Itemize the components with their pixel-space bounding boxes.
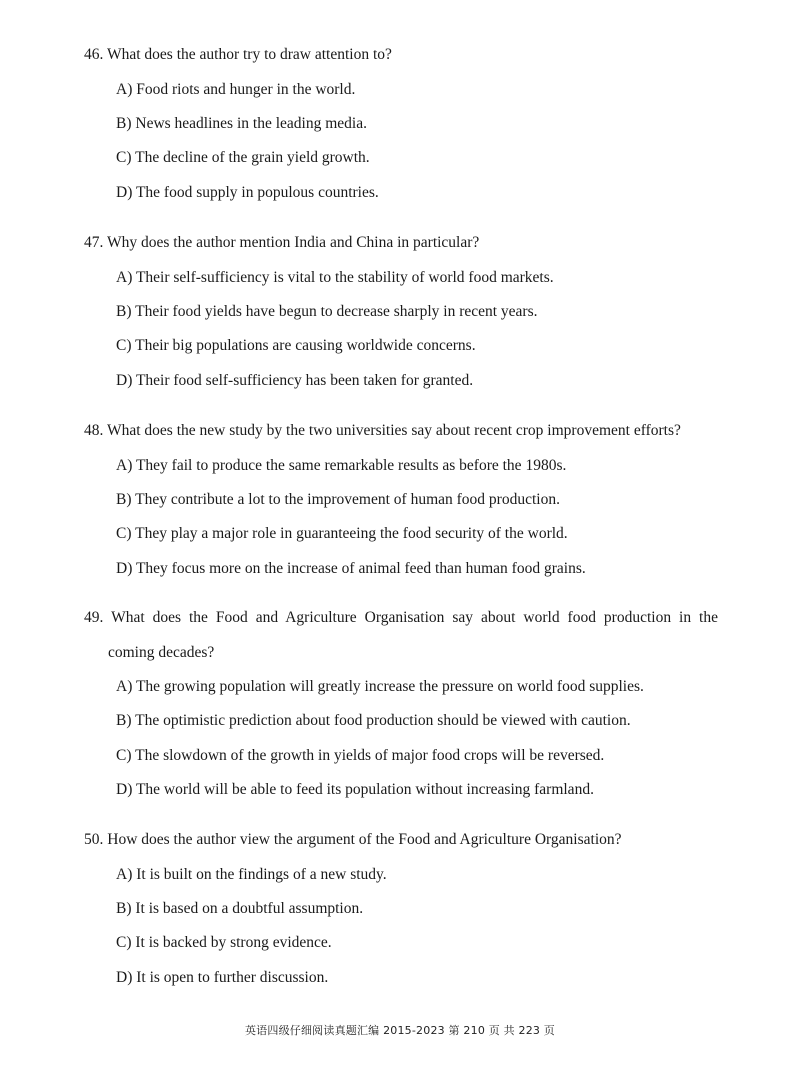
question-stem: 48. What does the new study by the two universities say about recent crop improvement efforts? [84, 422, 681, 439]
question-stem-line-2: coming decades? [108, 643, 215, 661]
answer-options [84, 670, 718, 808]
option-a: A) Their self-sufficiency is vital to the stability of world food markets. [116, 268, 554, 286]
option-c: C) Their big populations are causing worldwide concerns. [116, 337, 476, 355]
answer-options [84, 858, 718, 996]
answer-options [84, 261, 718, 399]
option-b: B) Their food yields have begun to decrease sharply in recent years. [116, 302, 538, 320]
answer-options [84, 449, 718, 587]
option-c: C) It is backed by strong evidence. [116, 934, 332, 952]
option-c: C) They play a major role in guaranteeing the food security of the world. [116, 525, 568, 543]
question-stem: 46. What does the author try to draw attention to? [84, 46, 392, 63]
option-d: D) It is open to further discussion. [116, 968, 329, 986]
option-b: B) News headlines in the leading media. [116, 114, 367, 132]
option-b: B) They contribute a lot to the improvement of human food production. [116, 490, 560, 508]
option-b: B) The optimistic prediction about food production should be viewed with caution. [116, 712, 631, 730]
question-stem: 47. Why does the author mention India and China in particular? [84, 234, 480, 251]
answer-options [84, 73, 718, 211]
option-c: C) The slowdown of the growth in yields of major food crops will be reversed. [116, 746, 605, 764]
option-d: D) The world will be able to feed its population without increasing farmland. [116, 781, 594, 799]
question-46 [84, 38, 718, 210]
option-d: D) The food supply in populous countries. [116, 183, 379, 201]
option-a: A) It is built on the findings of a new study. [116, 865, 387, 883]
question-49 [84, 601, 718, 808]
question-50 [84, 823, 718, 995]
page-footer: 英语四级仔细阅读真题汇编 2015-2023 第 210 页 共 223 页 [244, 1024, 556, 1037]
question-stem-line-1: 49. What does the Food and Agriculture Organisation say about world food production in the [84, 609, 718, 626]
option-a: A) They fail to produce the same remarkable results as before the 1980s. [116, 456, 567, 474]
option-c: C) The decline of the grain yield growth. [116, 149, 370, 167]
option-a: A) The growing population will greatly increase the pressure on world food supplies. [116, 678, 644, 695]
option-d: D) They focus more on the increase of animal feed than human food grains. [116, 559, 586, 577]
option-b: B) It is based on a doubtful assumption. [116, 899, 364, 917]
question-stem: 50. How does the author view the argument of the Food and Agriculture Organisation? [84, 831, 622, 848]
question-48 [84, 414, 718, 586]
option-a: A) Food riots and hunger in the world. [116, 80, 356, 98]
option-d: D) Their food self-sufficiency has been taken for granted. [116, 371, 474, 389]
question-47 [84, 226, 718, 398]
